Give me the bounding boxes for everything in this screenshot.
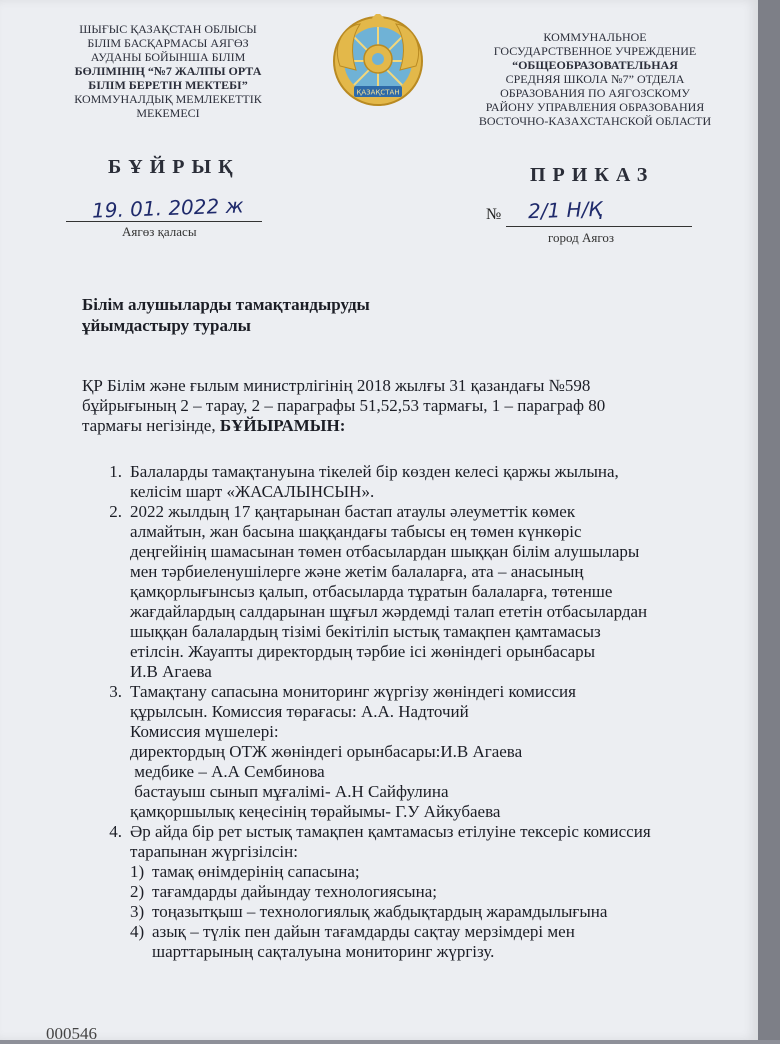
sub-item	[130, 862, 742, 882]
header-right-line: ВОСТОЧНО-КАЗАХСТАНСКОЙ ОБЛАСТИ	[478, 114, 712, 128]
header-left-line: БӨЛІМІНІҢ “№7 ЖАЛПЫ ОРТА	[74, 64, 262, 78]
header-left-line: БІЛІМ БАСҚАРМАСЫ АЯГӨЗ	[87, 36, 249, 50]
header-right-line: ОБРАЗОВАНИЯ ПО АЯГОЗСКОМУ	[500, 86, 690, 100]
header-left-line: ШЫҒЫС ҚАЗАҚСТАН ОБЛЫСЫ	[79, 22, 257, 36]
title-order-kz: БҰЙРЫҚ	[108, 156, 240, 178]
city-kz-label: Аягөз қаласы	[122, 224, 197, 239]
number-underline	[506, 226, 692, 227]
preamble-line: ҚР Білім және ғылым министрлігінің 2018 жылғы 31 қазандағы №598	[82, 376, 591, 395]
order-subject	[82, 294, 442, 336]
preamble-command: БҰЙЫРАМЫН:	[219, 416, 346, 435]
emblem-label: ҚАЗАҚСТАН	[356, 88, 400, 97]
list-item	[82, 462, 742, 502]
header-left-line: КОММУНАЛДЫҚ МЕМЛЕКЕТТІК	[74, 92, 262, 106]
item-line: Балаларды тамақтануына тікелей бір көзден келесі қаржы жылына,	[130, 462, 619, 481]
item-line: Тамақтану сапасына мониторинг жүргізу жөніндегі комиссия	[130, 682, 576, 701]
header-left-line: АУДАНЫ БОЙЫНША БІЛІМ	[90, 50, 246, 64]
sub-item-number: 3)	[130, 902, 145, 921]
sub-item	[130, 902, 742, 922]
item-line: етілсін. Жауапты директордың тәрбие ісі жөніндегі орынбасары	[130, 642, 596, 661]
item-line: шыққан балалардың тізімі бекітіліп ыстық тамақпен қамтамасыз	[130, 622, 601, 641]
list-item	[82, 502, 742, 682]
header-left-line: БІЛІМ БЕРЕТІН МЕКТЕБІ”	[88, 78, 248, 92]
title-order-ru: ПРИКАЗ	[530, 164, 655, 186]
item-line: келісім шарт «ЖАСАЛЫНСЫН».	[130, 482, 375, 501]
sub-item-number: 1)	[130, 862, 145, 881]
item-number: 1.	[109, 462, 122, 481]
item-line: жағдайлардың салдарынан шұғыл жәрдемді талап ететін отбасылардан	[130, 602, 648, 621]
sub-item-line: тамақ өнімдерінің сапасына;	[152, 862, 360, 881]
item-line: И.В Агаева	[130, 662, 212, 681]
header-right-line: “ОБЩЕОБРАЗОВАТЕЛЬНАЯ	[512, 58, 678, 72]
item-line: мен тәрбиеленушілерге және жетім балаларға, ата – анасының	[130, 562, 584, 581]
preamble-line: бұйрығының 2 – тарау, 2 – параграфы 51,52,53 тармағы, 1 – параграф 80	[82, 396, 606, 415]
header-right-line: ГОСУДАРСТВЕННОЕ УЧРЕЖДЕНИЕ	[493, 44, 697, 58]
header-left-line: МЕКЕМЕСІ	[136, 106, 200, 120]
sub-item-line: шарттарының сақталуына мониторинг жүргізу.	[152, 942, 495, 961]
item-line: 2022 жылдың 17 қаңтарынан бастап атаулы әлеуметтік көмек	[130, 502, 576, 521]
subject-line: Білім алушыларды тамақтандыруды	[82, 295, 370, 314]
header-right-line: РАЙОНУ УПРАВЛЕНИЯ ОБРАЗОВАНИЯ	[485, 100, 705, 114]
item-number: 4.	[109, 822, 122, 841]
header-right-line: КОММУНАЛЬНОЕ	[543, 30, 647, 44]
item-number: 2.	[109, 502, 122, 521]
header-right-institution-ru	[470, 30, 720, 128]
item-line: алмайтын, жан басына шаққандағы табысы ең төмен күнкөріс	[130, 522, 582, 541]
item-line: қамқоршылық кеңесінің төрайымы- Г.У Айкубаева	[130, 802, 501, 821]
sub-item-number: 4)	[130, 922, 145, 941]
item-line: деңгейінің шамасынан төмен отбасылардан шыққан білім алушылары	[130, 542, 640, 561]
header-left-institution-kz	[58, 22, 278, 120]
preamble-text: тармағы негізінде,	[82, 416, 220, 435]
list-item	[82, 822, 742, 962]
order-items-list	[82, 462, 742, 962]
item-line: тарапынан жүргізілсін:	[130, 842, 298, 861]
item-line: құрылсын. Комиссия төрағасы: А.А. Надточий	[130, 702, 469, 721]
item-line: директордың ОТЖ жөніндегі орынбасары:И.В Агаева	[130, 742, 523, 761]
item-line: Әр айда бір рет ыстық тамақпен қамтамасыз етілуіне тексеріс комиссия	[130, 822, 651, 841]
handwritten-order-number: 2/1 Н/Қ	[527, 196, 603, 224]
sub-item-line: тоңазытқыш – технологиялық жабдықтардың жарамдылығына	[152, 902, 608, 921]
date-underline	[66, 221, 262, 222]
handwritten-date: 19. 01. 2022 ж	[91, 193, 244, 223]
form-serial-number: 000546	[46, 1024, 97, 1043]
item-number: 3.	[109, 682, 122, 701]
number-sign-label: №	[486, 206, 502, 223]
city-ru-label: город Аягоз	[548, 230, 615, 245]
sub-item-line: тағамдарды дайындау технологиясына;	[152, 882, 437, 901]
preamble-line-last	[82, 416, 722, 436]
sub-item-line: азық – түлік пен дайын тағамдарды сақтау мерзімдері мен	[152, 922, 575, 941]
list-item	[82, 682, 742, 822]
item-line: Комиссия мүшелері:	[130, 722, 279, 741]
header-right-line: СРЕДНЯЯ ШКОЛА №7” ОТДЕЛА	[505, 72, 685, 86]
state-emblem-icon	[330, 14, 426, 108]
preamble	[82, 376, 722, 436]
page-edge-background	[758, 0, 780, 1040]
sub-item-number: 2)	[130, 882, 145, 901]
item-line: бастауыш сынып мұғалімі- А.Н Сайфулина	[130, 782, 449, 801]
item-line: қамқорлығынсыз қалып, отбасыларда тұратын балаларға, төтенше	[130, 582, 613, 601]
item-line: медбике – А.А Сембинова	[130, 762, 325, 781]
sub-item	[130, 922, 742, 962]
sub-item	[130, 882, 742, 902]
subject-line: ұйымдастыру туралы	[82, 316, 251, 335]
